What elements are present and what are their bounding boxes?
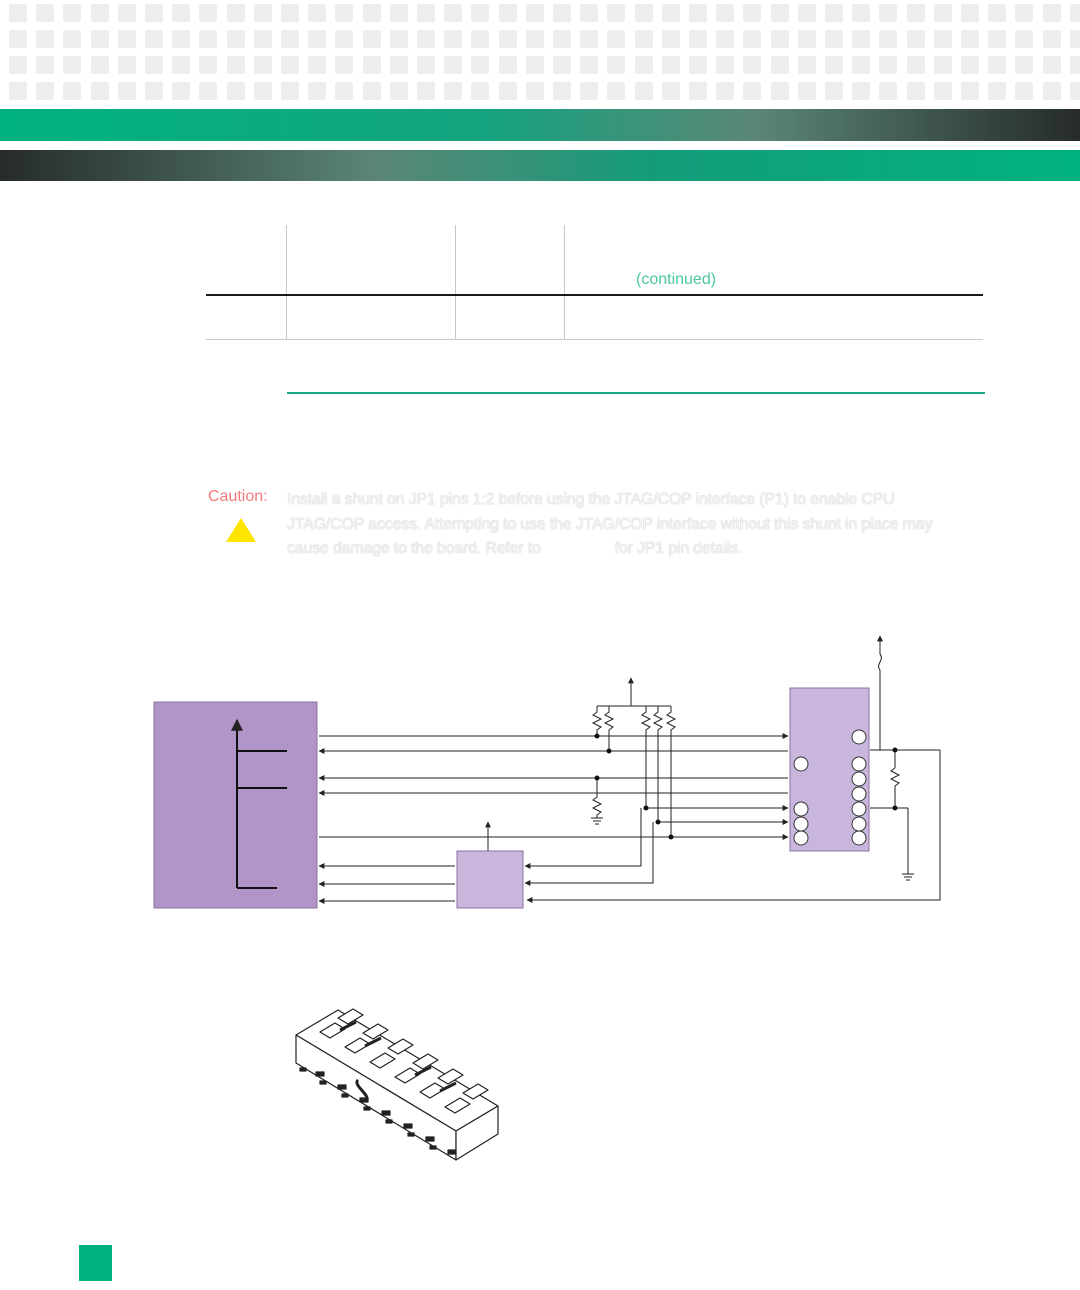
table-continued-label: (continued) xyxy=(636,271,717,288)
caution-line-part: for JP1 pin details. xyxy=(614,540,743,557)
logic-block xyxy=(457,851,523,908)
jtag-header-block xyxy=(790,688,869,851)
page-number-badge xyxy=(79,1245,112,1281)
warning-mark: ! xyxy=(238,525,244,540)
header-connector-illustration xyxy=(296,1009,498,1160)
caution-line-part: cause damage to the board. Refer to xyxy=(287,540,541,557)
caution-label: Caution: xyxy=(208,488,268,505)
pullup-network xyxy=(591,678,675,837)
caution-line: JTAG/COP access. Attempting to use the JTAG/COP interface without this shunt in place may xyxy=(287,515,933,533)
cpu-block xyxy=(154,702,317,908)
caution-line: Install a shunt on JP1 pins 1:2 before using the JTAG/COP interface (P1) to enable CPU xyxy=(287,491,895,508)
